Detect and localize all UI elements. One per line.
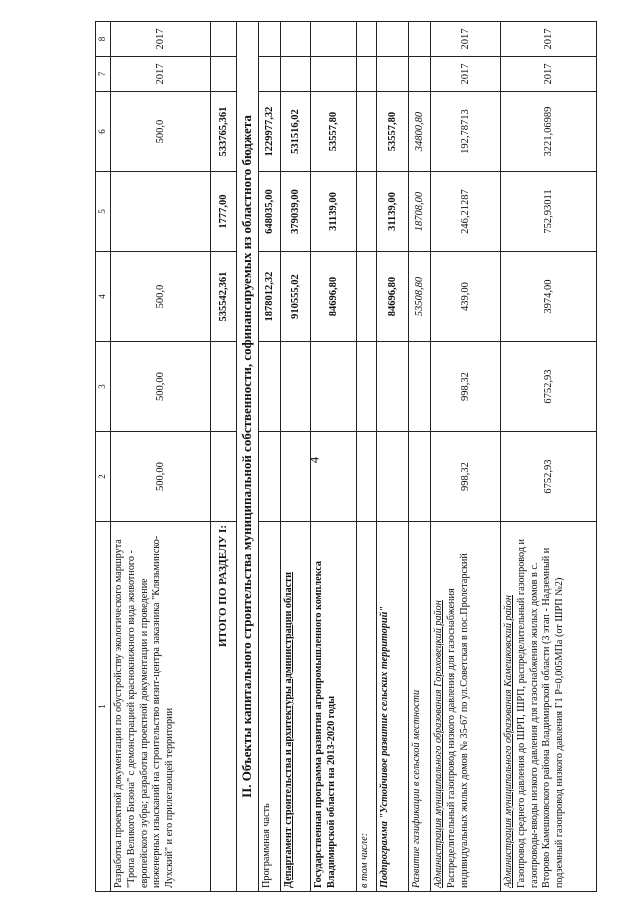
table-row [501, 22, 597, 892]
year-cell [311, 22, 357, 57]
section-row [237, 22, 259, 892]
description-cell [431, 522, 501, 892]
description-cell: в том числе: [357, 522, 377, 892]
year-cell: 2017 [111, 22, 211, 57]
administration-label: Администрация муниципального образования Гороховецкий район [433, 600, 444, 888]
total-label: ИТОГО ПО РАЗДЕЛУ I: [211, 522, 237, 892]
header-cell: 5 [96, 172, 111, 252]
value-cell: 31139,00 [311, 172, 357, 252]
value-cell: 500,0 [111, 92, 211, 172]
table-row [311, 22, 357, 892]
value-cell: 3974,00 [501, 252, 597, 342]
description-cell: Подпрограмма "Устойчивое развитие сельских территорий" [377, 522, 409, 892]
year-cell [409, 57, 431, 92]
object-description: Распределительный газопровод низкого давления для газоснабжения индивидуальных жилых домов № 35-67 по ул.Советская в пос.Пролетарский [445, 553, 470, 888]
value-cell: 53557,80 [377, 92, 409, 172]
administration-label: Администрация муниципального образования Камешковский район [503, 595, 514, 888]
table-row [409, 22, 431, 892]
value-cell [211, 342, 237, 432]
value-cell [409, 342, 431, 432]
page-number: 4 [306, 456, 322, 464]
description-cell: Программная часть [259, 522, 281, 892]
value-cell [111, 172, 211, 252]
header-cell: 1 [96, 522, 111, 892]
value-cell: 500,0 [111, 252, 211, 342]
value-cell: 3221,06989 [501, 92, 597, 172]
header-cell: 4 [96, 252, 111, 342]
year-cell [409, 22, 431, 57]
year-cell: 2017 [501, 57, 597, 92]
table-row [111, 22, 211, 892]
table-row [357, 22, 377, 892]
value-cell [281, 342, 311, 432]
value-cell [311, 432, 357, 522]
year-cell [259, 22, 281, 57]
value-cell: 531516,02 [281, 92, 311, 172]
total-row [211, 22, 237, 892]
header-cell: 6 [96, 92, 111, 172]
value-cell [211, 432, 237, 522]
value-cell [281, 432, 311, 522]
description-cell: Разработка проектной документации по обустройству экологического маршрута "Тропа Великого Бизона" с демонстрацией краснокнижного вида животного - европейского зубра; разработка проектной документации и проведение инженерных изысканий на строительство визит-центра заказника "Клязьминско-Лухский" и его прилегающей территории [111, 522, 211, 892]
header-row [96, 22, 111, 892]
value-cell: 379039,00 [281, 172, 311, 252]
year-cell [377, 22, 409, 57]
value-cell: 6752,93 [501, 432, 597, 522]
value-cell [377, 432, 409, 522]
year-cell [211, 22, 237, 57]
value-cell [311, 342, 357, 432]
description-cell [501, 522, 597, 892]
year-cell [211, 57, 237, 92]
value-cell: 998,32 [431, 342, 501, 432]
rotated-page [95, 22, 595, 892]
year-cell [281, 57, 311, 92]
value-cell: 53557,80 [311, 92, 357, 172]
value-cell: 18708,00 [409, 172, 431, 252]
object-description: Газопровод среднего давления до ШРП, ШРП, распределительный газопровод и газопроводы-вводы низкого давления для газоснабжения жилых домов в с. Второво Камешковского района Владимирской области (3 этап - Надземный и подземный газопровод низкого давления Г1 Р=0,005МПа (от ШРП №2) [515, 538, 565, 888]
year-cell [259, 57, 281, 92]
value-cell: 1229977,32 [259, 92, 281, 172]
value-cell: 246,21287 [431, 172, 501, 252]
value-cell: 84696,80 [311, 252, 357, 342]
value-cell: 998,32 [431, 432, 501, 522]
value-cell [259, 432, 281, 522]
value-cell: 500,00 [111, 342, 211, 432]
year-cell [311, 57, 357, 92]
header-cell: 2 [96, 432, 111, 522]
value-cell: 192,78713 [431, 92, 501, 172]
value-cell: 648035,00 [259, 172, 281, 252]
table-row [259, 22, 281, 892]
value-cell: 533765,361 [211, 92, 237, 172]
value-cell: 1777,00 [211, 172, 237, 252]
year-cell [377, 57, 409, 92]
header-cell: 7 [96, 57, 111, 92]
table-row [377, 22, 409, 892]
section-heading: II. Объекты капитального строительства муниципальной собственности, софинансируемых из областного бюджета [237, 22, 259, 892]
value-cell: 31139,00 [377, 172, 409, 252]
value-cell: 53508,80 [409, 252, 431, 342]
value-cell: 752,93011 [501, 172, 597, 252]
description-cell: Государственная программа развития агропромышленного комплекса Владимирской области на 2013-2020 годы [311, 522, 357, 892]
value-cell: 6752,93 [501, 342, 597, 432]
header-cell: 8 [96, 22, 111, 57]
value-cell: 439,00 [431, 252, 501, 342]
year-cell: 2017 [111, 57, 211, 92]
year-cell [281, 22, 311, 57]
description-cell: Департамент строительства и архитектуры администрации области [281, 522, 311, 892]
value-cell [377, 342, 409, 432]
budget-table [95, 21, 597, 892]
value-cell [409, 432, 431, 522]
value-cell: 84696,80 [377, 252, 409, 342]
table-row [431, 22, 501, 892]
value-cell: 500,00 [111, 432, 211, 522]
value-cell: 34800,80 [409, 92, 431, 172]
value-cell: 535542,361 [211, 252, 237, 342]
value-cell [259, 342, 281, 432]
year-cell: 2017 [431, 57, 501, 92]
description-cell: Развитие газификации в сельской местности [409, 522, 431, 892]
value-cell: 910555,02 [281, 252, 311, 342]
year-cell: 2017 [501, 22, 597, 57]
header-cell: 3 [96, 342, 111, 432]
year-cell: 2017 [431, 22, 501, 57]
table-row [281, 22, 311, 892]
value-cell: 1878012,32 [259, 252, 281, 342]
